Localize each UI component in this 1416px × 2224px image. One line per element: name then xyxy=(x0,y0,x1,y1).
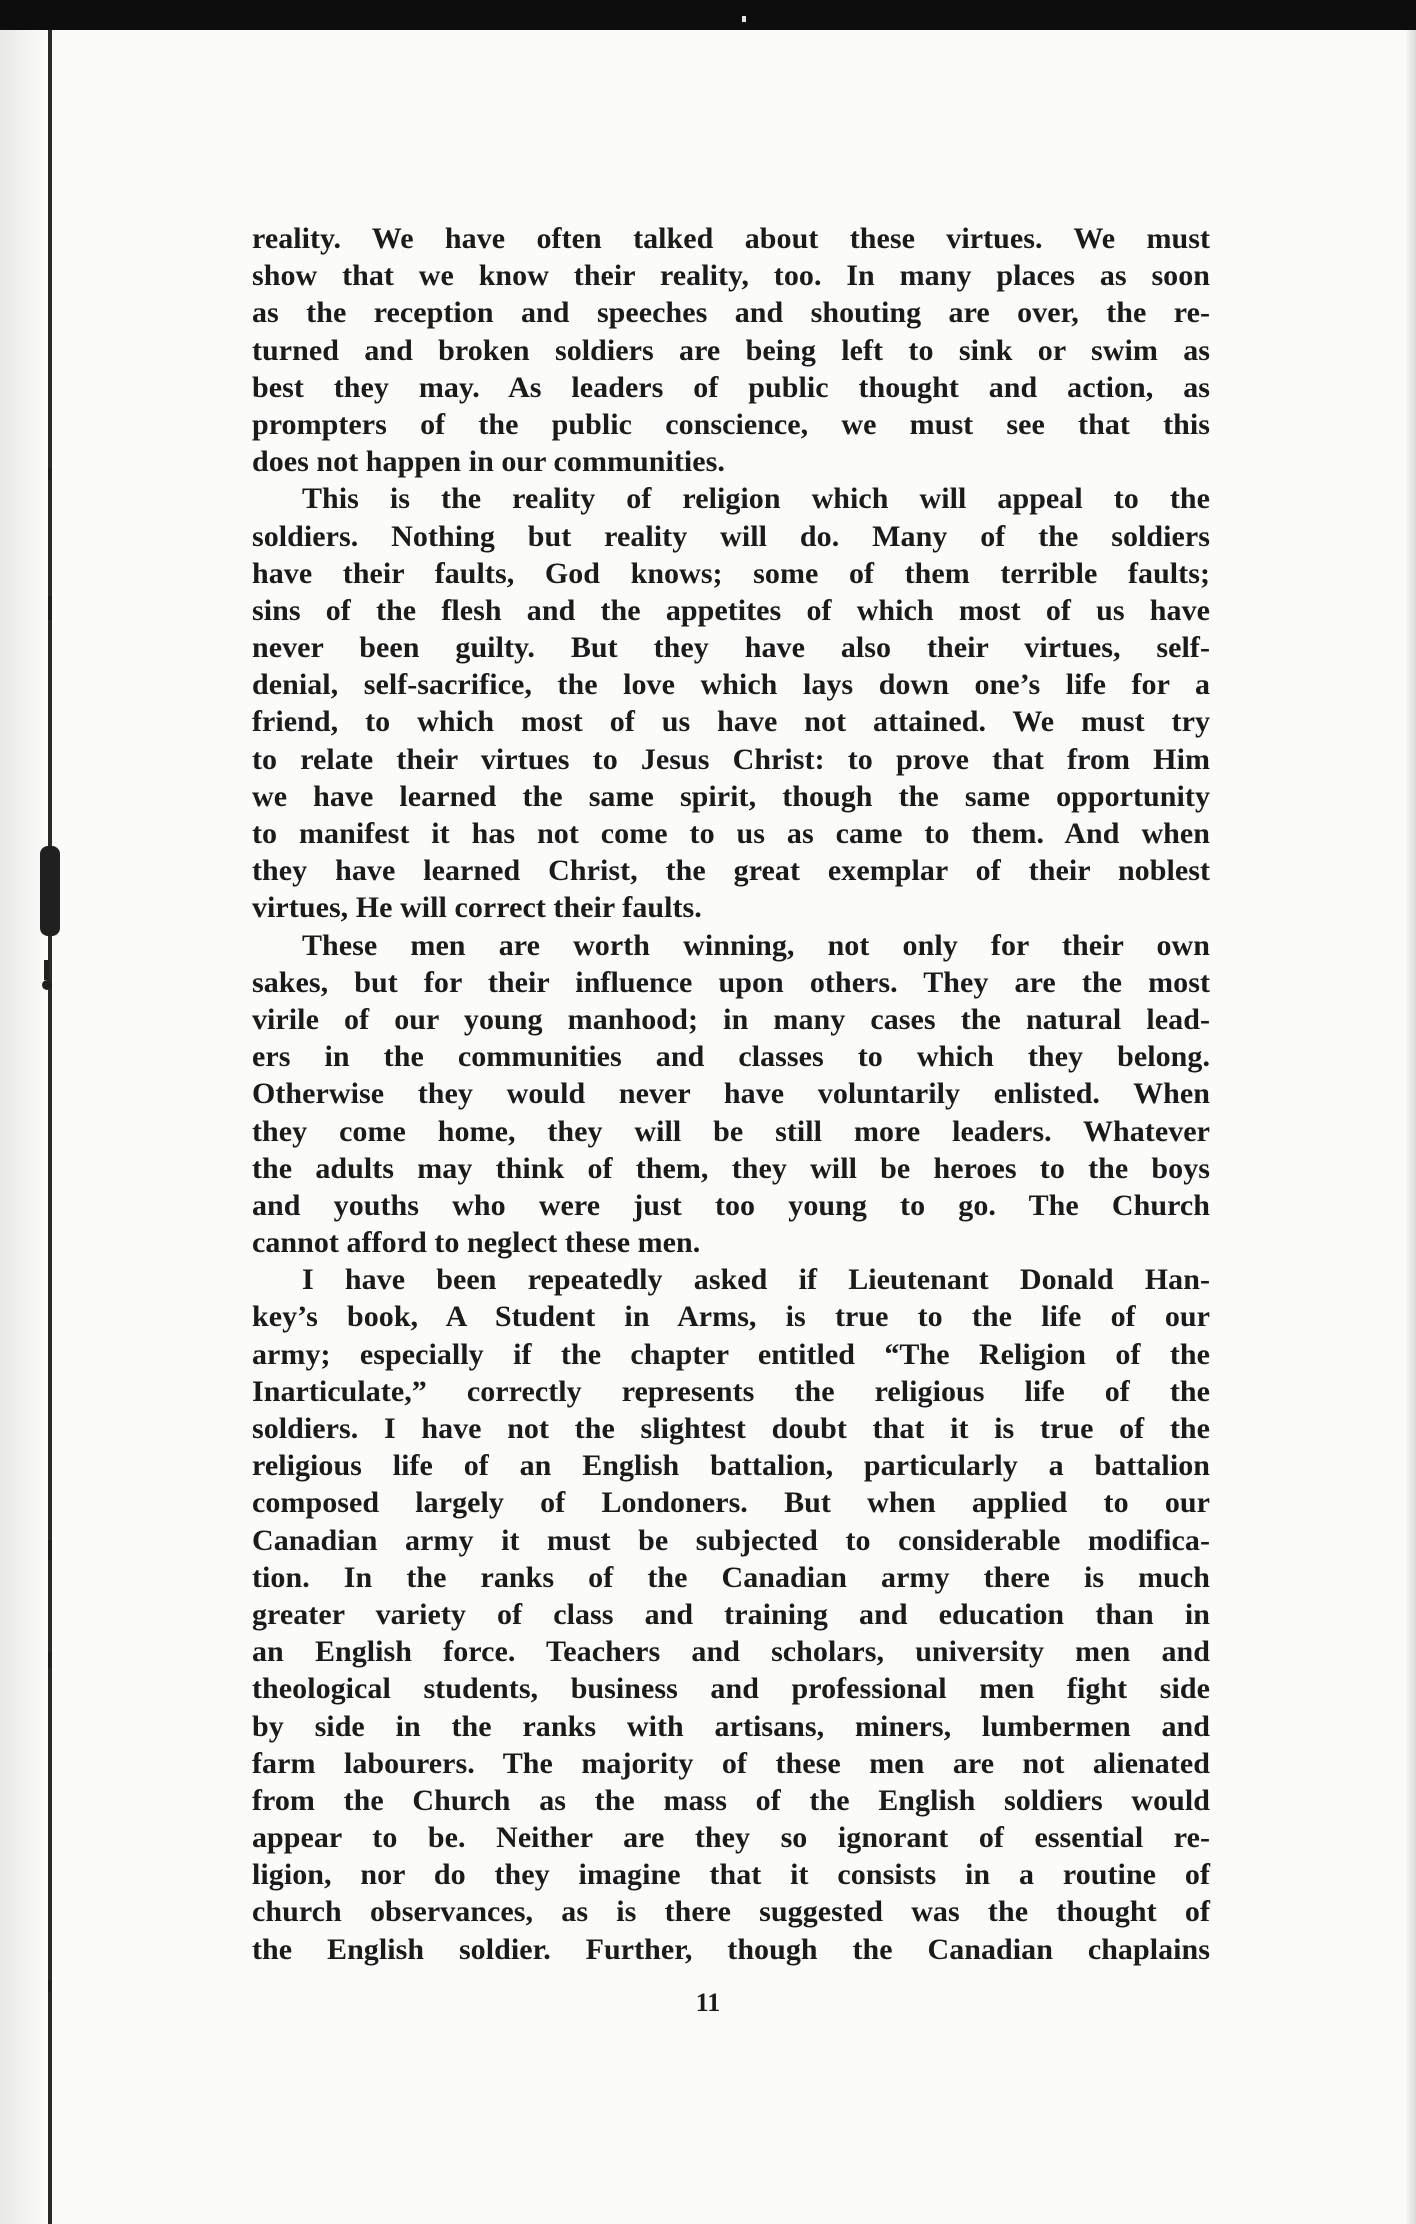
binding-mark xyxy=(44,960,49,980)
text-line: we have learned the same spirit, though the same opportunity xyxy=(252,779,1210,813)
text-line: by side in the ranks with artisans, miners, lumbermen and xyxy=(252,1709,1210,1743)
text-line: key’s book, A Student in Arms, is true to the life of our xyxy=(252,1300,1210,1334)
text-line: appear to be. Neither are they so ignorant of essential re- xyxy=(252,1821,1210,1855)
text-line: These men are worth winning, not only for their own xyxy=(302,928,1210,962)
text-line: never been guilty. But they have also their virtues, self- xyxy=(252,631,1210,665)
paragraph xyxy=(252,927,1210,1262)
page-right-edge xyxy=(1406,30,1416,2224)
binding-edge xyxy=(48,30,52,2224)
page-number: 11 xyxy=(695,1988,721,2017)
text-line: to relate their virtues to Jesus Christ: to prove that from Him xyxy=(252,742,1210,776)
binding-mark xyxy=(48,1652,51,1668)
binding-mark xyxy=(42,980,52,990)
text-line: ligion, nor do they imagine that it consists in a routine of xyxy=(252,1858,1210,1892)
text-line: an English force. Teachers and scholars, university men and xyxy=(252,1635,1210,1669)
scan-top-border xyxy=(0,0,1416,30)
text-line: cannot afford to neglect these men. xyxy=(252,1226,701,1260)
paragraph xyxy=(252,480,1210,926)
text-line: sakes, but for their influence upon others. They are the most xyxy=(252,965,1210,999)
text-line: greater variety of class and training and education than in xyxy=(252,1597,1210,1631)
text-line: virile of our young manhood; in many cases the natural lead- xyxy=(252,1002,1210,1036)
text-line: as the reception and speeches and shouting are over, the re- xyxy=(252,296,1210,330)
text-line: turned and broken soldiers are being left to sink or swim as xyxy=(252,333,1210,367)
paragraph xyxy=(252,220,1210,480)
body-text xyxy=(252,220,1210,1968)
text-line: I have been repeatedly asked if Lieutenant Donald Han- xyxy=(302,1263,1210,1297)
text-line: they have learned Christ, the great exemplar of their noblest xyxy=(252,854,1210,888)
binding-mark xyxy=(48,468,51,480)
text-line: to manifest it has not come to us as came to them. And when xyxy=(252,817,1210,850)
text-line: army; especially if the chapter entitled “The Religion of the xyxy=(252,1337,1210,1371)
text-line: the English soldier. Further, though the Canadian chaplains xyxy=(252,1932,1210,1966)
text-line: farm labourers. The majority of these men are not alienated xyxy=(252,1746,1210,1780)
text-line: composed largely of Londoners. But when applied to our xyxy=(252,1486,1210,1520)
binding-clip-mark xyxy=(40,846,60,936)
text-line: prompters of the public conscience, we must see that this xyxy=(252,407,1210,441)
text-line: church observances, as is there suggested was the thought of xyxy=(252,1895,1210,1929)
text-line: show that we know their reality, too. In many places as soon xyxy=(252,259,1210,293)
text-line: denial, self-sacrifice, the love which lays down one’s life for a xyxy=(252,668,1210,702)
text-line: soldiers. Nothing but reality will do. Many of the soldiers xyxy=(252,519,1210,553)
text-line: they come home, they will be still more leaders. Whatever xyxy=(252,1114,1210,1148)
text-line: virtues, He will correct their faults. xyxy=(252,891,702,925)
binding-mark xyxy=(48,596,52,620)
text-line: religious life of an English battalion, particularly a battalion xyxy=(252,1449,1210,1483)
text-line: best they may. As leaders of public thought and action, as xyxy=(252,370,1210,404)
text-line: Canadian army it must be subjected to considerable modifica- xyxy=(252,1523,1210,1557)
binding-mark xyxy=(48,1540,52,1560)
paragraph xyxy=(252,1261,1210,1968)
text-line: soldiers. I have not the slightest doubt that it is true of the xyxy=(252,1412,1210,1445)
text-line: reality. We have often talked about these virtues. We must xyxy=(252,222,1210,255)
page-gutter-shadow xyxy=(0,30,46,2224)
text-line: and youths who were just too young to go. The Church xyxy=(252,1188,1210,1222)
text-line: ers in the communities and classes to which they belong. xyxy=(252,1040,1210,1074)
text-line: from the Church as the mass of the English soldiers would xyxy=(252,1783,1210,1817)
scan-speck xyxy=(742,16,746,22)
text-line: does not happen in our communities. xyxy=(252,445,725,479)
text-line: theological students, business and professional men fight side xyxy=(252,1672,1210,1706)
text-line: This is the reality of religion which will appeal to the xyxy=(302,482,1210,516)
text-line: the adults may think of them, they will be heroes to the boys xyxy=(252,1151,1210,1185)
text-line: tion. In the ranks of the Canadian army there is much xyxy=(252,1560,1210,1594)
text-line: have their faults, God knows; some of them terrible faults; xyxy=(252,556,1210,590)
text-line: Inarticulate,” correctly represents the religious life of the xyxy=(252,1374,1210,1408)
text-line: sins of the flesh and the appetites of which most of us have xyxy=(252,593,1210,627)
text-line: friend, to which most of us have not attained. We must try xyxy=(252,705,1210,739)
text-line: Otherwise they would never have voluntarily enlisted. When xyxy=(252,1077,1210,1111)
